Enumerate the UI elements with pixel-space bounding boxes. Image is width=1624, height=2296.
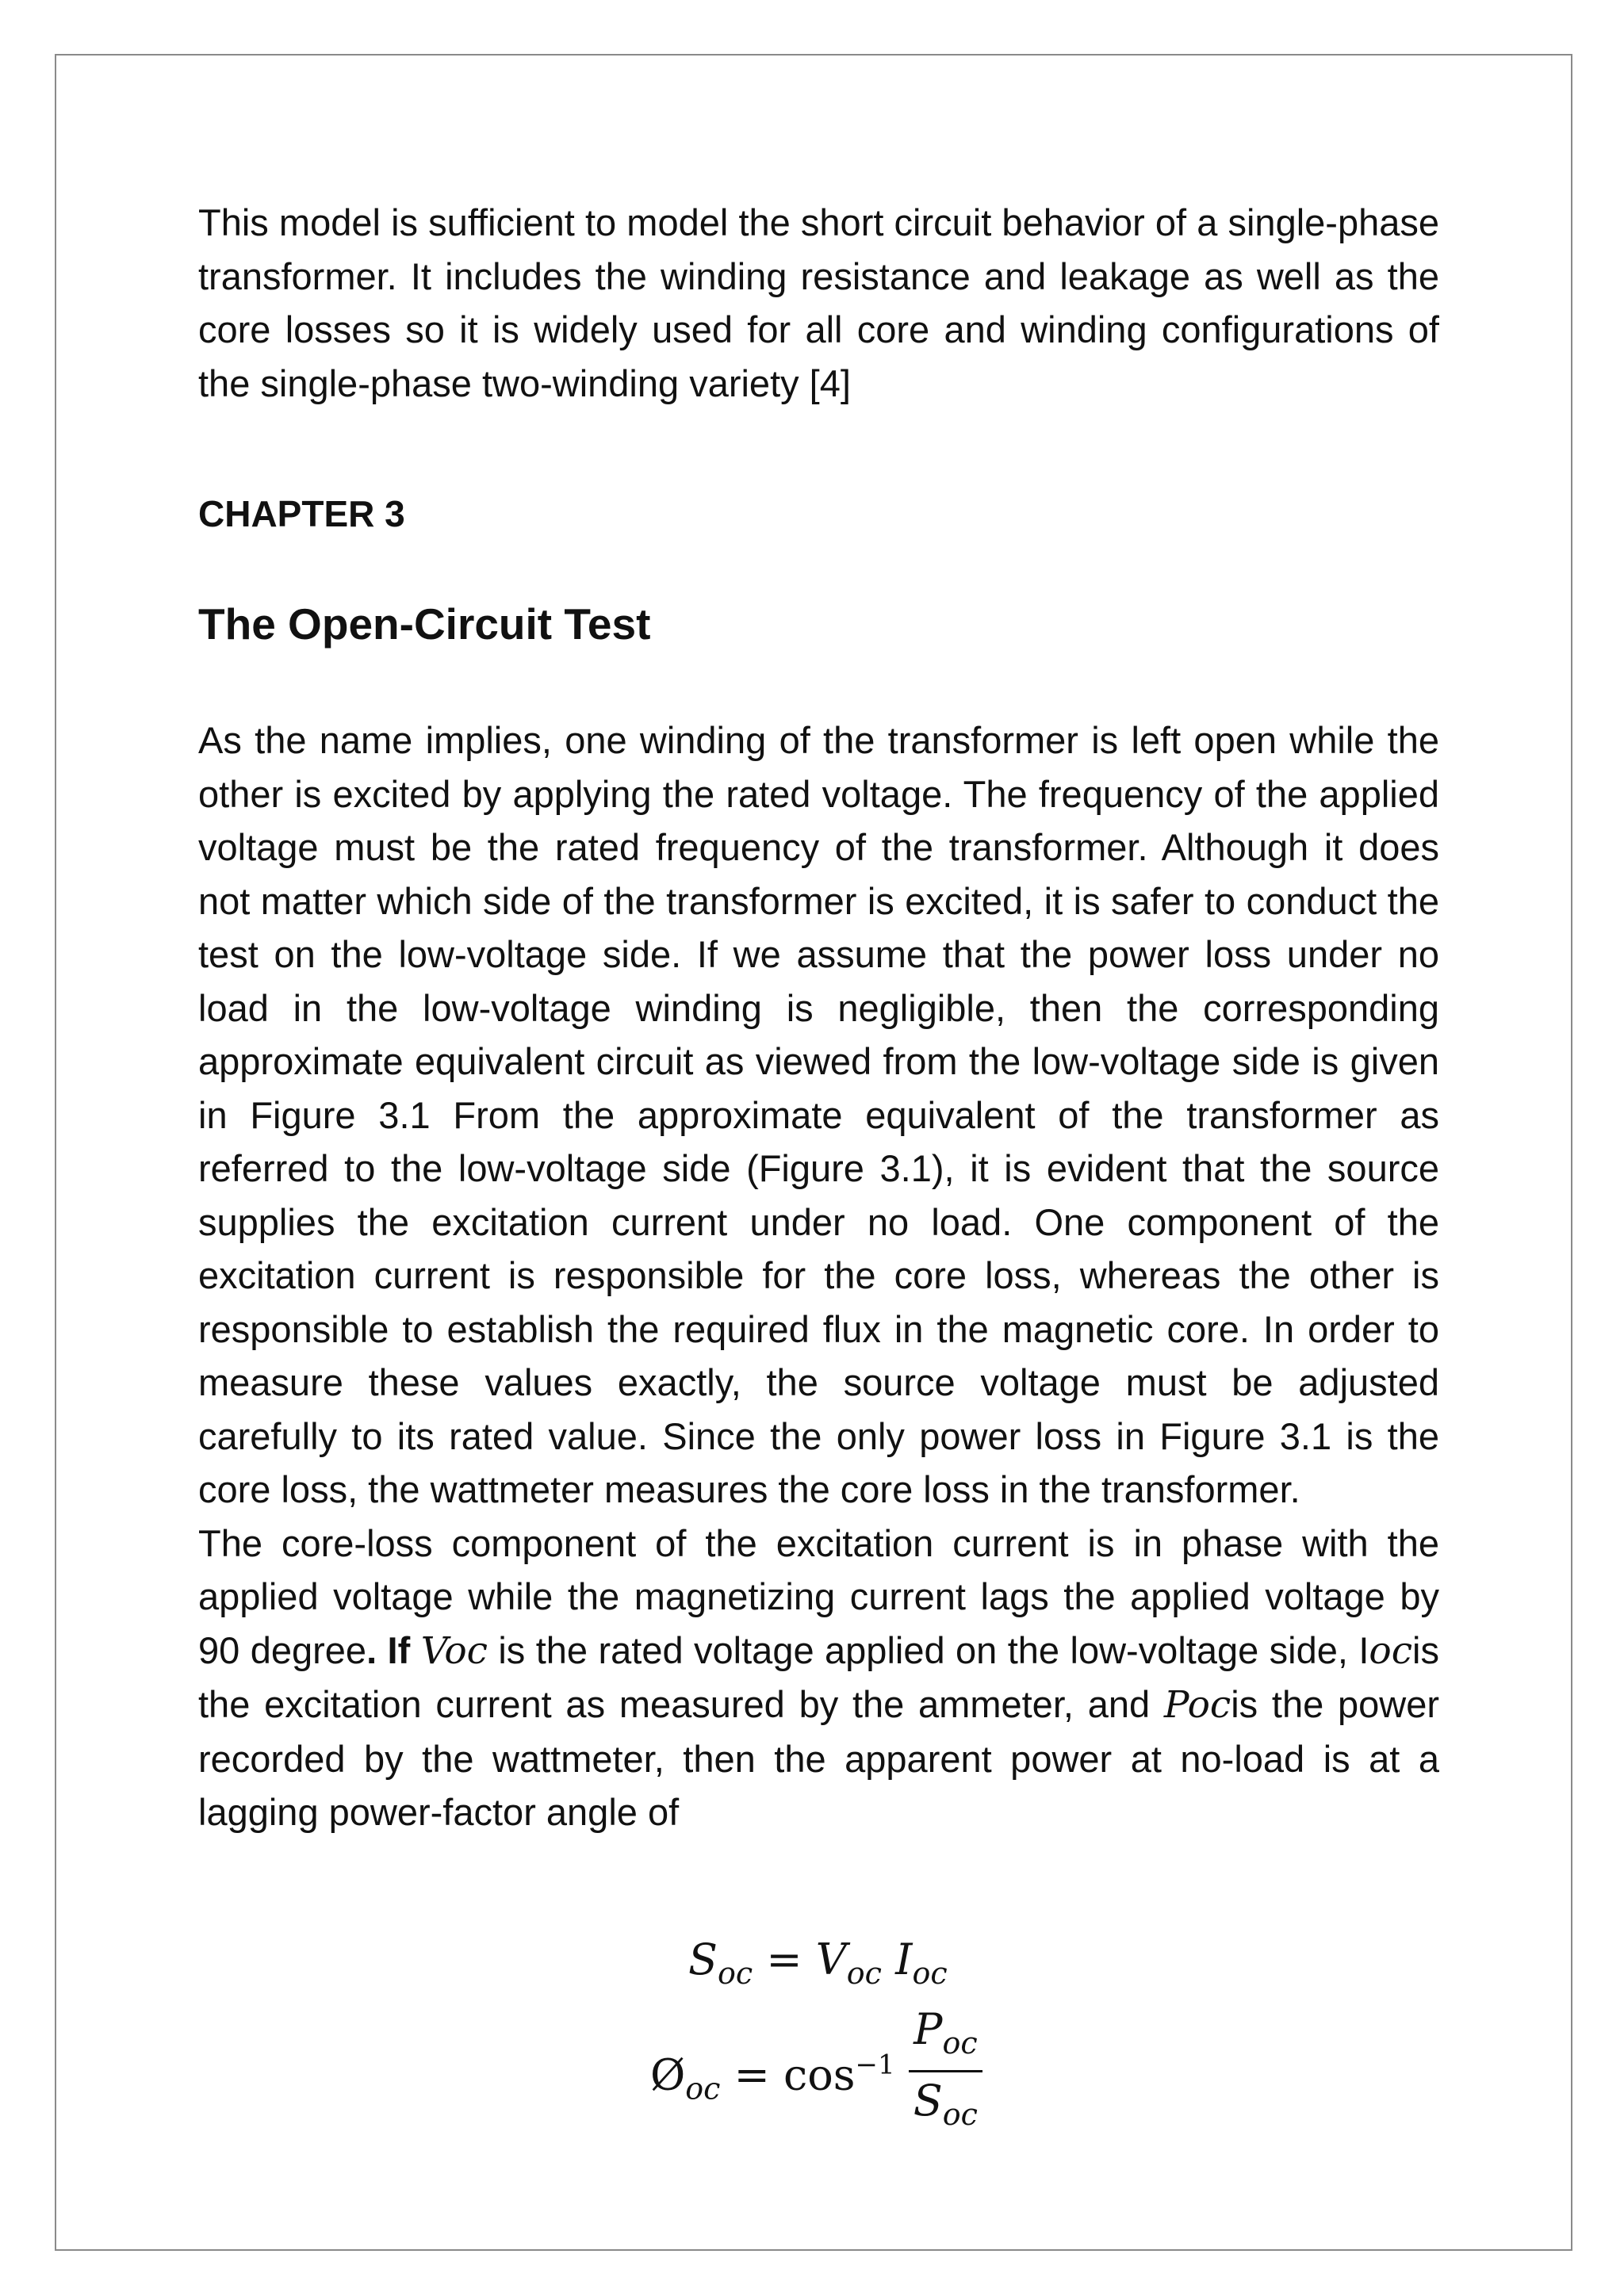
body-paragraph-2 — [198, 1517, 1439, 1839]
eq1-equals: = — [753, 1934, 816, 1984]
eq2-den-sub: oc — [942, 2097, 978, 2132]
eq1-v: V — [815, 1934, 847, 1984]
eq1-v-sub: oc — [846, 1956, 882, 1991]
eq1-i: I — [895, 1934, 913, 1984]
eq2-sup: −1 — [855, 2049, 895, 2081]
eq2-fraction — [909, 2004, 982, 2140]
eq1-s-sub: oc — [718, 1956, 753, 1991]
voc-symbol: Voc — [420, 1628, 488, 1673]
chapter-label: CHAPTER 3 — [198, 493, 405, 534]
ioc-subscript: oc — [1369, 1628, 1413, 1673]
equation-apparent-power — [688, 1934, 948, 1999]
section-title: The Open-Circuit Test — [198, 599, 651, 649]
body-text — [198, 714, 1439, 1839]
eq2-phi: Ø — [650, 2049, 686, 2100]
eq1-i-sub: oc — [912, 1956, 948, 1991]
eq1-s: S — [688, 1934, 718, 1984]
eq2-cos: = cos — [720, 2049, 856, 2100]
eq2-den-s: S — [913, 2076, 943, 2126]
eq2-num-p: P — [914, 2004, 943, 2054]
eq2-phi-sub: oc — [685, 2071, 721, 2107]
equation-power-factor-angle — [650, 2004, 982, 2146]
eq2-denominator — [909, 2072, 982, 2140]
para2-text-e: is the power recorded by the wattmeter, then the apparent power at no-load is at a lagging power-factor angle of — [198, 1683, 1439, 1833]
eq2-num-sub: oc — [942, 2026, 978, 2061]
eq2-numerator — [909, 2004, 982, 2072]
intro-paragraph: This model is sufficient to model the short circuit behavior of a single-phase transformer. It includes the winding resistance and leakage as well as the core losses so it is widely used for all core and winding configurations of the single-phase two-winding variety [4] — [198, 201, 1439, 404]
body-paragraph-1: As the name implies, one winding of the transformer is left open while the other is excited by applying the rated voltage. The frequency of the applied voltage must be the rated frequency of the transformer. Although it does not matter which side of the transformer is excited, it is safer to conduct the test on the low-voltage side. If we assume that the power loss under no load in the low-voltage winding is negligible, then the corresponding approximate equivalent circuit as viewed from the low-voltage side is given in Figure 3.1 From the approximate equivalent of the transformer as referred to the low-voltage side (Figure 3.1), it is evident that the source supplies the excitation current under no load. One component of the excitation current is responsible for the core loss, whereas the other is responsible to establish the required flux in the magnetic core. In order to measure these values exactly, the source voltage must be adjusted carefully to its rated value. Since the only power loss in Figure 3.1 is the core loss, the wattmeter measures the core loss in the transformer. — [198, 719, 1439, 1510]
para2-text-c: is the rated voltage applied on the low-voltage side, I — [487, 1628, 1369, 1671]
poc-symbol: Poc — [1163, 1683, 1231, 1727]
para2-bold-period: . If — [366, 1628, 421, 1671]
para2-text-a: The core-loss component of the excitation current is in phase with the applied voltage while the magnetizing current lags the applied voltage by 90 degree — [198, 1521, 1439, 1671]
para2-text-d: is the excitation current as measured by the ammeter, and — [198, 1628, 1439, 1725]
document-content — [198, 196, 1439, 410]
